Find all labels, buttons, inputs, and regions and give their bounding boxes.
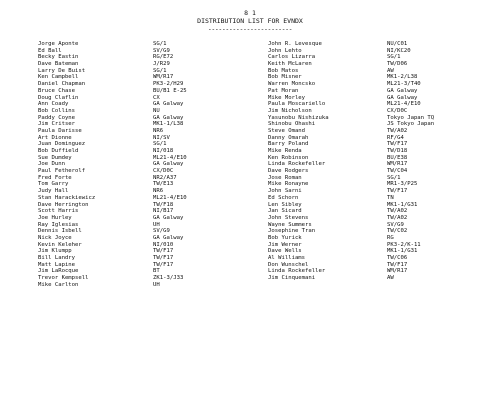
list-item — [38, 181, 258, 188]
mail-stop-code: SV/G9 — [153, 228, 170, 235]
list-item — [268, 235, 488, 242]
mail-stop-code: WM/R17 — [387, 161, 408, 168]
recipient-name: Ken Robinson — [268, 154, 309, 161]
list-item — [268, 155, 488, 162]
list-item — [268, 242, 488, 249]
recipient-name: Juan Dominguez — [38, 141, 86, 148]
recipient-name: Dave Herrington — [38, 201, 89, 208]
list-item — [268, 108, 488, 115]
mail-stop-code: MK1-1/G31 — [387, 201, 418, 208]
recipient-name: John Sarni — [268, 188, 302, 195]
mail-stop-code: RG/E72 — [153, 54, 174, 61]
list-item — [268, 101, 488, 108]
list-item — [38, 148, 258, 155]
list-item — [38, 135, 258, 142]
mail-stop-code: WM/R17 — [153, 74, 174, 81]
mail-stop-code: MR1-3/P25 — [387, 181, 418, 188]
mail-stop-code: ML21-3/T40 — [387, 81, 421, 88]
recipient-name: Linda Rockefeller — [268, 268, 326, 275]
list-item — [38, 128, 258, 135]
mail-stop-code: JS Tokyo Japan — [387, 121, 435, 128]
recipient-name: Bob Matos — [268, 67, 299, 74]
list-item — [38, 95, 258, 102]
recipient-name: Ann Coady — [38, 101, 69, 108]
list-item — [268, 41, 488, 48]
recipient-name: Sue Dumdey — [38, 154, 72, 161]
recipient-name: Al Williams — [268, 255, 306, 261]
mail-stop-code: SG/1 — [153, 141, 167, 148]
recipient-name: Ed Ball — [38, 47, 62, 54]
recipient-name: Doug Claflin — [38, 94, 79, 101]
recipient-name: Bruce Chase — [38, 87, 76, 94]
recipient-name: Dennis Isbell — [38, 228, 82, 235]
mail-stop-code: TW/E13 — [153, 181, 174, 188]
mail-stop-code: BT — [153, 268, 160, 275]
mail-stop-code: TW/F17 — [387, 261, 408, 268]
title-underline: ------------------------ — [207, 25, 293, 33]
mail-stop-code: TW/F17 — [153, 261, 174, 268]
mail-stop-code: BU/B1 E-25 — [153, 87, 187, 94]
recipient-name: Jim Critser — [38, 121, 76, 128]
mail-stop-code: GA Galway — [153, 234, 184, 241]
recipient-name: Carlos Lizarra — [268, 54, 316, 61]
recipient-name: Jose Roman — [268, 174, 302, 181]
recipient-name: Ed Schorn — [268, 194, 299, 201]
mail-stop-code: SV/G9 — [387, 221, 404, 228]
recipient-name: Joe Hurley — [38, 214, 72, 221]
recipient-name: Len Sibley — [268, 201, 302, 208]
list-item — [268, 95, 488, 102]
recipient-name: John Lehto — [268, 47, 302, 54]
list-item — [38, 168, 258, 175]
recipient-name: John R. Levesque — [268, 41, 322, 47]
mail-stop-code: AW — [387, 275, 394, 282]
recipient-name: Becky Eastin — [38, 54, 79, 61]
list-item — [38, 262, 258, 269]
list-item — [38, 115, 258, 122]
mail-stop-code: TW/F17 — [387, 141, 408, 148]
mail-stop-code: ML21-4/E10 — [387, 101, 421, 108]
list-item — [38, 208, 258, 215]
recipient-name: Bob Duffield — [38, 148, 79, 154]
mail-stop-code: TW/C02 — [387, 228, 408, 235]
recipient-name: Joe Dunn — [38, 161, 65, 168]
recipient-name: Mike Renda — [268, 148, 302, 154]
list-item — [268, 175, 488, 182]
list-item — [268, 255, 488, 262]
list-item — [38, 68, 258, 75]
mail-stop-code: GA Galway — [153, 101, 184, 108]
recipient-name: Steve Omand — [268, 127, 306, 134]
mail-stop-code: ZK1-3/J33 — [153, 275, 184, 282]
recipient-name: Matt Lapine — [38, 261, 76, 268]
mail-stop-code: PK3-2/H29 — [153, 81, 184, 88]
list-item — [268, 54, 488, 61]
list-item — [38, 41, 258, 48]
mail-stop-code: TW/A02 — [387, 208, 408, 215]
list-item — [38, 61, 258, 68]
list-item — [38, 202, 258, 209]
recipient-name: Jorge Aponte — [38, 41, 79, 47]
recipient-name: Bill Landry — [38, 255, 76, 261]
page-number: 8 1 — [244, 9, 256, 17]
list-item — [38, 81, 258, 88]
list-item — [38, 222, 258, 229]
recipient-name: Dave Wells — [268, 248, 302, 255]
recipient-name: Fred Forte — [38, 174, 72, 181]
list-item — [38, 215, 258, 222]
recipient-name: Paula Darisse — [38, 127, 82, 134]
left-name-column — [38, 41, 258, 288]
mail-stop-code: AW — [387, 67, 394, 74]
mail-stop-code: TW/C06 — [387, 255, 408, 261]
recipient-name: Paula Moscariello — [268, 101, 326, 108]
list-item — [38, 275, 258, 282]
list-item — [38, 108, 258, 115]
recipient-name: Paddy Coyne — [38, 114, 76, 121]
list-item — [268, 135, 488, 142]
recipient-name: Linda Rockefeller — [268, 161, 326, 168]
list-item — [268, 168, 488, 175]
list-item — [38, 188, 258, 195]
list-item — [268, 275, 488, 282]
list-item — [38, 141, 258, 148]
list-item — [38, 228, 258, 235]
recipient-name: Pat Moran — [268, 87, 299, 94]
mail-stop-code: BU/E38 — [387, 154, 408, 161]
recipient-name: Paul Fetherolf — [38, 168, 86, 175]
list-item — [38, 121, 258, 128]
list-item — [268, 48, 488, 55]
list-item — [268, 215, 488, 222]
mail-stop-code: GA Galway — [153, 114, 184, 121]
page-title: DISTRIBUTION LIST FOR EVNDX — [197, 17, 303, 25]
recipient-name: Tom Garry — [38, 181, 69, 188]
list-item — [268, 148, 488, 155]
mail-stop-code: TW/F18 — [153, 201, 174, 208]
mail-stop-code: SG/1 — [153, 67, 167, 74]
mail-stop-code: MK1-1/L38 — [153, 121, 184, 128]
mail-stop-code: SV/G9 — [153, 47, 170, 54]
list-item — [268, 68, 488, 75]
mail-stop-code: UH — [153, 281, 160, 288]
list-item — [268, 128, 488, 135]
list-item — [268, 202, 488, 209]
mail-stop-code: CX — [153, 94, 160, 101]
mail-stop-code: MK1-1/G31 — [387, 248, 418, 255]
recipient-name: Bob Collins — [38, 107, 76, 114]
list-item — [268, 228, 488, 235]
list-item — [38, 255, 258, 262]
list-item — [268, 268, 488, 275]
list-item — [268, 141, 488, 148]
mail-stop-code: NU — [153, 107, 160, 114]
list-item — [268, 262, 488, 269]
list-item — [268, 188, 488, 195]
recipient-name: Bob Misner — [268, 74, 302, 81]
recipient-name: Shinobu Ohashi — [268, 121, 316, 128]
recipient-name: Danny Omarah — [268, 134, 309, 141]
mail-stop-code: NI/KC20 — [387, 47, 411, 54]
mail-stop-code: NR6 — [153, 188, 164, 195]
mail-stop-code: UH — [153, 221, 160, 228]
list-item — [38, 161, 258, 168]
list-item — [268, 81, 488, 88]
list-item — [268, 181, 488, 188]
list-item — [38, 282, 258, 289]
recipient-name: Ray Iglesias — [38, 221, 79, 228]
list-item — [38, 88, 258, 95]
list-item — [268, 74, 488, 81]
recipient-name: Jan Sicard — [268, 208, 302, 215]
mail-stop-code: TW/D18 — [387, 148, 408, 154]
list-item — [38, 268, 258, 275]
recipient-name: Ken Campbell — [38, 74, 79, 81]
recipient-name: Bob Yurick — [268, 234, 302, 241]
mail-stop-code: SG/1 — [387, 174, 401, 181]
mail-stop-code: TW/A02 — [387, 214, 408, 221]
mail-stop-code: ML21-4/E10 — [153, 194, 187, 201]
recipient-name: Mike Carlton — [38, 281, 79, 288]
recipient-name: Art Dionne — [38, 134, 72, 141]
mail-stop-code: NI/B17 — [153, 208, 174, 215]
list-item — [38, 155, 258, 162]
recipient-name: Jim Klumpp — [38, 248, 72, 255]
mail-stop-code: TW/A02 — [387, 127, 408, 134]
mail-stop-code: NR2/A37 — [153, 174, 177, 181]
recipient-name: Keith McLaren — [268, 61, 312, 68]
mail-stop-code: J/R29 — [153, 61, 170, 68]
recipient-name: Stan Harackiewicz — [38, 194, 96, 201]
recipient-name: Dave Rodgers — [268, 168, 309, 175]
recipient-name: Daniel Chapman — [38, 81, 86, 88]
recipient-name: Warren Moncsko — [268, 81, 316, 88]
mail-stop-code: RF/G4 — [387, 134, 404, 141]
mail-stop-code: TW/F17 — [153, 255, 174, 261]
mail-stop-code: ML21-4/E10 — [153, 154, 187, 161]
list-item — [38, 54, 258, 61]
list-item — [268, 208, 488, 215]
mail-stop-code: GA Galway — [153, 214, 184, 221]
recipient-name: Don Wunschel — [268, 261, 309, 268]
mail-stop-code: Tokyo Japan TQ — [387, 114, 435, 121]
mail-stop-code: NR6 — [153, 127, 164, 134]
mail-stop-code: TW/F17 — [387, 188, 408, 195]
mail-stop-code: CX/D0C — [153, 168, 174, 175]
recipient-name: Kevin Keleher — [38, 241, 82, 248]
recipient-name: Josephine Tran — [268, 228, 316, 235]
mail-stop-code: PK3-2/K-11 — [387, 241, 421, 248]
list-item — [268, 61, 488, 68]
list-item — [38, 175, 258, 182]
mail-stop-code: NU/C01 — [387, 41, 408, 47]
recipient-name: Mike Ronayne — [268, 181, 309, 188]
recipient-name: Jim Werner — [268, 241, 302, 248]
recipient-name: Trevor Kempsell — [38, 275, 89, 282]
recipient-name: Dave Bateman — [38, 61, 79, 68]
recipient-name: Nick Joyce — [38, 234, 72, 241]
list-item — [38, 48, 258, 55]
recipient-name: Jim Nicholson — [268, 107, 312, 114]
recipient-name: Jim Cinquemani — [268, 275, 316, 282]
recipient-name: Wayne Summers — [268, 221, 312, 228]
mail-stop-code: TW/D06 — [387, 61, 408, 68]
mail-stop-code: GA Galway — [387, 87, 418, 94]
mail-stop-code: WM/R17 — [387, 268, 408, 275]
list-item — [38, 74, 258, 81]
right-name-column — [268, 41, 488, 282]
list-item — [38, 101, 258, 108]
recipient-name: Larry De Buist — [38, 67, 86, 74]
list-item — [38, 242, 258, 249]
recipient-name: Yasunobu Nishizuka — [268, 114, 329, 121]
list-item — [38, 195, 258, 202]
mail-stop-code: MK1-2/L38 — [387, 74, 418, 81]
recipient-name: Mike Morley — [268, 94, 306, 101]
list-item — [268, 115, 488, 122]
recipient-name: Scott Harris — [38, 208, 79, 215]
mail-stop-code: SG/1 — [387, 54, 401, 61]
mail-stop-code: GA Galway — [153, 161, 184, 168]
recipient-name: Jim LaRocque — [38, 268, 79, 275]
list-item — [268, 195, 488, 202]
mail-stop-code: NI/010 — [153, 241, 174, 248]
mail-stop-code: TW/C04 — [387, 168, 408, 175]
list-item — [268, 88, 488, 95]
mail-stop-code: NI/SV — [153, 134, 170, 141]
list-item — [38, 235, 258, 242]
list-item — [268, 222, 488, 229]
mail-stop-code: TW/F17 — [153, 248, 174, 255]
list-item — [38, 248, 258, 255]
mail-stop-code: GA Galway — [387, 94, 418, 101]
recipient-name: John Stevens — [268, 214, 309, 221]
list-item — [268, 161, 488, 168]
mail-stop-code: NI/018 — [153, 148, 174, 154]
mail-stop-code: CX/D0C — [387, 107, 408, 114]
mail-stop-code: SG/1 — [153, 41, 167, 47]
mail-stop-code: RG — [387, 234, 394, 241]
list-item — [268, 121, 488, 128]
mail-stop-code: TN — [387, 194, 394, 201]
list-item — [268, 248, 488, 255]
recipient-name: Judy Hall — [38, 188, 69, 195]
recipient-name: Barry Poland — [268, 141, 309, 148]
